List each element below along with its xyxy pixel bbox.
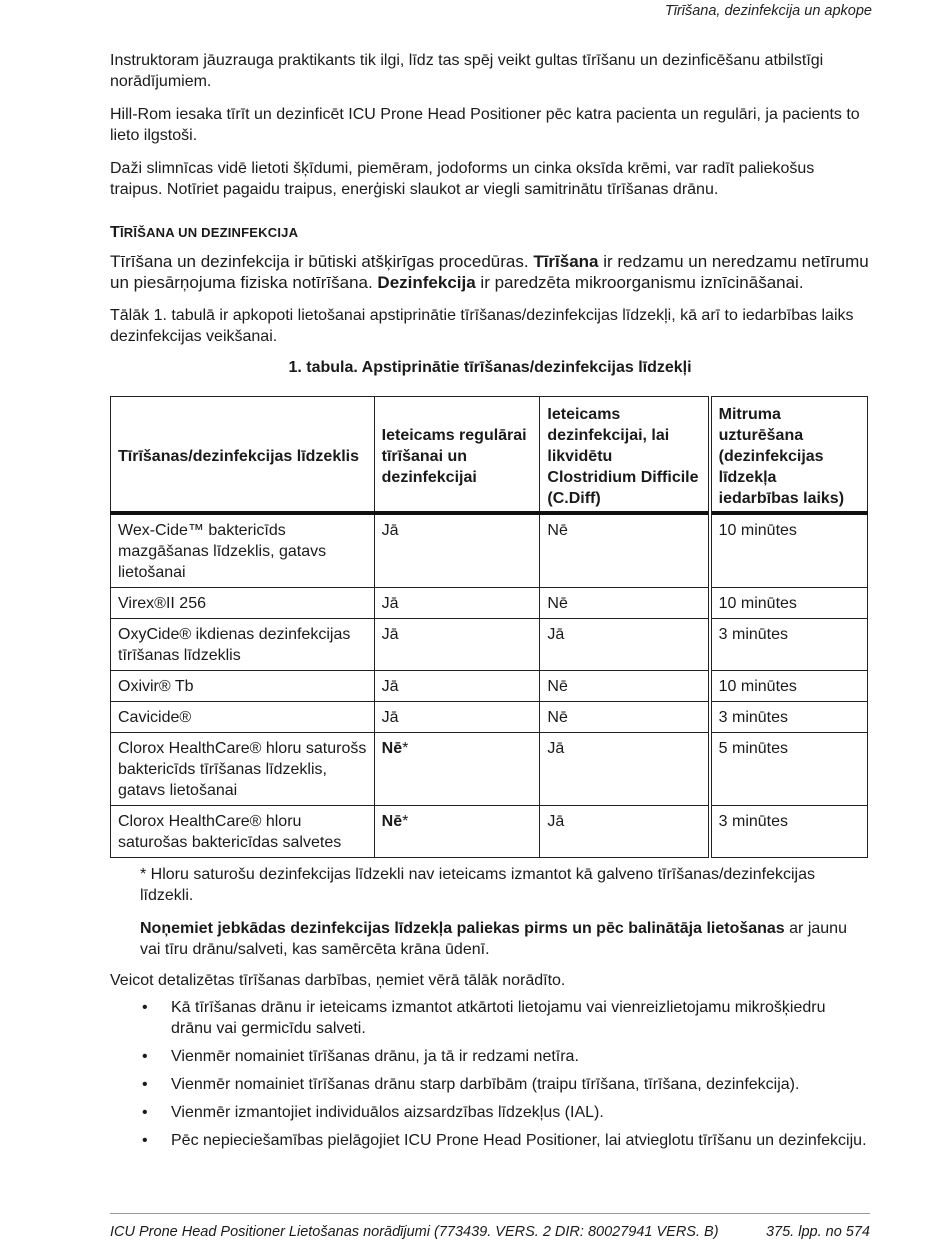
list-item-text: Vienmēr nomainiet tīrīšanas drānu starp darbībām (traipu tīrīšana, tīrīšana, dezinfekcija). (171, 1076, 800, 1093)
cell-cdiff: Jā (540, 619, 710, 671)
cell-regular-value: Jā (381, 709, 399, 726)
cell-agent: Clorox HealthCare® hloru saturošs baktericīds tīrīšanas līdzeklis, gatavs lietošanai (111, 733, 375, 806)
cell-time: 3 minūtes (710, 619, 868, 671)
cell-regular (374, 806, 540, 858)
table-footnote: * Hloru saturošu dezinfekcijas līdzekli nav ieteicams izmantot kā galveno tīrīšanas/dezinfekcijas līdzekli. (140, 866, 815, 904)
list-item (110, 997, 870, 1039)
cell-time: 10 minūtes (710, 513, 868, 588)
cell-regular (374, 702, 540, 733)
footer-page-number: 375. lpp. no 574 (765, 1224, 870, 1240)
list-item (110, 1130, 870, 1151)
cell-agent: Wex-Cide™ baktericīds mazgāšanas līdzeklis, gatavs lietošanai (111, 513, 375, 588)
header-agent: Tīrīšanas/dezinfekcijas līdzeklis (111, 397, 375, 514)
cell-regular-value: Jā (381, 626, 399, 643)
def-term-cleaning: Tīrīšana (533, 252, 599, 271)
cell-regular (374, 588, 540, 619)
def-text-a: Tīrīšana un dezinfekcija ir būtiski atšķirīgas procedūras. (110, 252, 534, 271)
table-row (111, 588, 868, 619)
procedure-intro: Veicot detalizētas tīrīšanas darbības, ņemiet vērā tālāk norādīto. (110, 972, 566, 989)
cell-regular-value: Nē (381, 813, 403, 830)
cell-cdiff: Jā (540, 806, 710, 858)
bullet-icon: • (142, 1076, 148, 1093)
cell-regular (374, 671, 540, 702)
cell-regular-value: Jā (381, 678, 399, 695)
cell-time: 5 minūtes (710, 733, 868, 806)
cell-cdiff: Nē (540, 671, 710, 702)
table-caption: 1. tabula. Apstiprinātie tīrīšanas/dezinfekcijas līdzekļi (288, 359, 692, 376)
table-row (111, 806, 868, 858)
cell-time: 3 minūtes (710, 806, 868, 858)
cell-agent: Virex®II 256 (111, 588, 375, 619)
cell-time: 10 minūtes (710, 588, 868, 619)
intro-paragraph-3: Daži slimnīcas vidē lietoti šķīdumi, piemēram, jodoforms un cinka oksīda krēmi, var radīt paliekošus traipus. Notīriet pagaidu traipus, enerģiski slaukot ar viegli samitrinātu tīrīšanas drānu. (110, 160, 815, 198)
def-term-disinfection: Dezinfekcija (377, 273, 476, 292)
list-item-text: Kā tīrīšanas drānu ir ieteicams izmantot atkārtoti lietojamu vai vienreizlietojamu mikrošķiedru drānu vai germicīdu salveti. (171, 999, 826, 1037)
cell-agent: Cavicide® (111, 702, 375, 733)
table-header-row (111, 397, 868, 514)
table-row (111, 733, 868, 806)
section-heading (110, 224, 870, 242)
cell-regular (374, 733, 540, 806)
header-regular: Ieteicams regulārai tīrīšanai un dezinfekcijai (374, 397, 540, 514)
table-row (111, 702, 868, 733)
cell-regular (374, 619, 540, 671)
cell-regular-mark: * (402, 740, 409, 757)
list-item (110, 1046, 870, 1067)
cell-agent: Oxivir® Tb (111, 671, 375, 702)
list-item-text: Vienmēr izmantojiet individuālos aizsardzības līdzekļus (IAL). (171, 1104, 604, 1121)
bleach-note (140, 918, 870, 960)
cell-regular (374, 513, 540, 588)
footer-divider (110, 1213, 870, 1214)
cell-time: 3 minūtes (710, 702, 868, 733)
procedure-list (110, 997, 870, 1151)
cell-cdiff: Jā (540, 733, 710, 806)
list-item-text: Pēc nepieciešamības pielāgojiet ICU Prone Head Positioner, lai atvieglotu tīrīšanu un dezinfekciju. (171, 1132, 867, 1149)
cell-agent: Clorox HealthCare® hloru saturošas baktericīdas salvetes (111, 806, 375, 858)
list-item (110, 1074, 870, 1095)
list-item (110, 1102, 870, 1123)
bleach-note-bold: Noņemiet jebkādas dezinfekcijas līdzekļa paliekas pirms un pēc balinātāja lietošanas (140, 920, 785, 937)
table-row (111, 619, 868, 671)
def-text-e: ir paredzēta mikroorganismu iznīcināšanai. (475, 273, 804, 292)
def-text-c: ir redzamu un neredzamu netīrumu un piesārņojuma fiziska notīrīšana. (110, 252, 869, 292)
running-header: Tīrīšana, dezinfekcija un apkope (664, 3, 872, 19)
list-item-text: Vienmēr nomainiet tīrīšanas drānu, ja tā ir redzami netīra. (171, 1048, 579, 1065)
table-intro-paragraph: Tālāk 1. tabulā ir apkopoti lietošanai apstiprinātie tīrīšanas/dezinfekcijas līdzekļi, kā arī to iedarbības laiks dezinfekcijas veikšanai. (110, 307, 854, 345)
disinfectant-table (110, 396, 868, 858)
intro-paragraph-2: Hill-Rom iesaka tīrīt un dezinficēt ICU Prone Head Positioner pēc katra pacienta un regulāri, ja pacients to lieto ilgstoši. (110, 106, 860, 144)
cell-regular-mark: * (402, 813, 409, 830)
cell-regular-value: Jā (381, 522, 399, 539)
section-heading-rest: ĪRĪŠANA UN DEZINFEKCIJA (119, 225, 299, 240)
definition-paragraph (110, 251, 870, 293)
cell-regular-value: Jā (381, 595, 399, 612)
section-heading-initial: T (110, 224, 120, 241)
intro-paragraph-1: Instruktoram jāuzrauga praktikants tik ilgi, līdz tas spēj veikt gultas tīrīšanu un dezinficēšanu atbilstīgi norādījumiem. (110, 52, 824, 90)
bullet-icon: • (142, 1048, 148, 1065)
cell-regular-value: Nē (381, 740, 403, 757)
cell-time: 10 minūtes (710, 671, 868, 702)
cell-agent: OxyCide® ikdienas dezinfekcijas tīrīšanas līdzeklis (111, 619, 375, 671)
bullet-icon: • (142, 1104, 148, 1121)
bullet-icon: • (142, 1132, 148, 1149)
table-row (111, 671, 868, 702)
footer-document-title: ICU Prone Head Positioner Lietošanas norādījumi (773439. VERS. 2 DIR: 80027941 VERS. B) (110, 1224, 719, 1240)
table-row (111, 513, 868, 588)
header-contact-time: Mitruma uzturēšana (dezinfekcijas līdzekļa iedarbības laiks) (710, 397, 868, 514)
bleach-note-rest: ar jaunu vai tīru drānu/salveti, kas samērcēta krāna ūdenī. (140, 920, 847, 958)
bullet-icon: • (142, 999, 148, 1016)
cell-cdiff: Nē (540, 588, 710, 619)
cell-cdiff: Nē (540, 702, 710, 733)
header-cdiff: Ieteicams dezinfekcijai, lai likvidētu Clostridium Difficile (C.Diff) (540, 397, 710, 514)
cell-cdiff: Nē (540, 513, 710, 588)
page-body (110, 50, 870, 1158)
